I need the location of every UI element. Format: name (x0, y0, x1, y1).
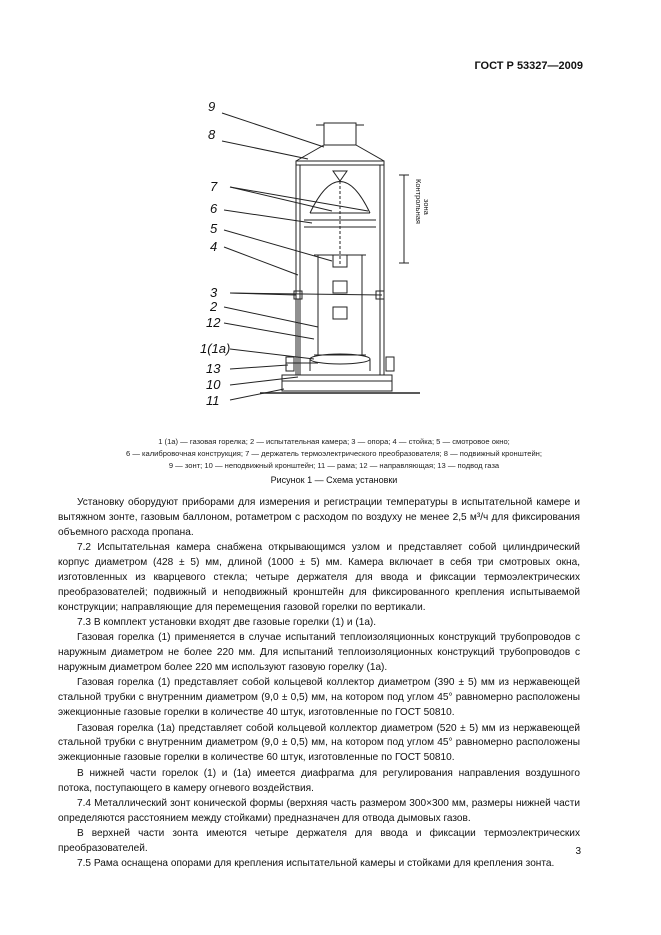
paragraph: 7.3 В комплект установки входят две газовые горелки (1) и (1а). (77, 617, 377, 629)
callout-4: 4 (210, 239, 218, 254)
paragraph: В нижней части горелок (1) и (1а) имеется диафрагма для регулирования направления воздушного потока, поступающего в камеру огневого воздействия. (58, 767, 580, 794)
callout-10: 10 (206, 377, 221, 392)
callout-1-1a: 1(1а) (200, 341, 231, 356)
figure-legend (60, 436, 608, 472)
body-text (58, 496, 580, 873)
callout-11: 11 (206, 393, 220, 408)
figure-caption: Рисунок 1 — Схема установки (270, 475, 398, 485)
legend-line-2: 6 — калибровочная конструкция; 7 — держатель термоэлектрического преобразователя; 8 — подвижный кронштейн; (125, 449, 542, 458)
paragraph: Установку оборудуют приборами для измерения и регистрации температуры в испытательной камере и вытяжном зонте, газовым баллоном, ротаметром с расходом по воздуху не менее 2,5 м³/ч для фиксирования объемного расхода пропана. (58, 497, 580, 538)
callout-8: 8 (208, 127, 216, 142)
diagram-svg (190, 95, 600, 415)
paragraph: Газовая горелка (1а) представляет собой кольцевой коллектор диаметром (520 ± 5) мм из нержавеющей стальной трубки с внутренним диаметром (9,0 ± 0,5) мм, на котором под углом 45° равномерно расположены эжекционные газовые горелки в количестве 60 штук, изготовленные по ГОСТ 50810. (58, 722, 580, 764)
legend-line-1: 1 (1а) — газовая горелка; 2 — испытательная камера; 3 — опора; 4 — стойка; 5 — смотровое окно; (158, 437, 510, 446)
callout-7: 7 (210, 179, 218, 194)
callout-9: 9 (208, 99, 216, 114)
paragraph: 7.2 Испытательная камера снабжена открывающимся узлом и представляет собой цилиндрический корпус диаметром (428 ± 5) мм, длиной (1000 ± 5) мм. Камера включает в себя три смотровых окна, изготовленных из кварцевого стекла; четыре держателя для ввода и фиксации термоэлектрических преобразователей; подвижный и неподвижный кронштейн для фиксированного крепления испытываемой конструкции; направляющие для перемещения газовой горелки по вертикали. (58, 542, 580, 613)
callout-3: 3 (210, 285, 218, 300)
paragraph: 7.4 Металлический зонт конической формы (верхняя часть размером 300×300 мм, размеры нижней части определяются расстоянием между стойками) предназначен для отвода дымовых газов. (58, 797, 580, 824)
paragraph: Газовая горелка (1) представляет собой кольцевой коллектор диаметром (390 ± 5) мм из нержавеющей стальной трубки с внутренним диаметром (9,0 ± 0,5) мм, на котором под углом 45° равномерно расположены эжекционные газовые горелки в количестве 40 штук, изготовленные по ГОСТ 50810. (58, 677, 580, 719)
paragraph: Газовая горелка (1) применяется в случае испытаний теплоизоляционных конструкций трубопроводов с наружным диаметром не более 220 мм. Для испытаний теплоизоляционных конструкций трубопроводов с наружным диаметром более 220 мм используют газовую горелку (1а). (58, 632, 580, 674)
page-number: 3 (575, 846, 581, 857)
callout-13: 13 (206, 361, 221, 376)
zone-label-line2: зона (422, 199, 431, 215)
zone-label-line1: Контрольная (414, 179, 423, 224)
document-id: ГОСТ Р 53327—2009 (474, 60, 583, 72)
callout-5: 5 (210, 221, 218, 236)
installation-diagram (190, 95, 600, 415)
callout-6: 6 (210, 201, 218, 216)
paragraph: В верхней части зонта имеются четыре держателя для ввода и фиксации термоэлектрических преобразователей. (58, 828, 580, 854)
callout-2: 2 (210, 299, 218, 314)
callout-12: 12 (206, 315, 221, 330)
legend-line-3: 9 — зонт; 10 — неподвижный кронштейн; 11 — рама; 12 — направляющая; 13 — подвод газа (168, 461, 500, 470)
paragraph: 7.5 Рама оснащена опорами для крепления испытательной камеры и стойками для крепления зонта. (77, 858, 555, 870)
